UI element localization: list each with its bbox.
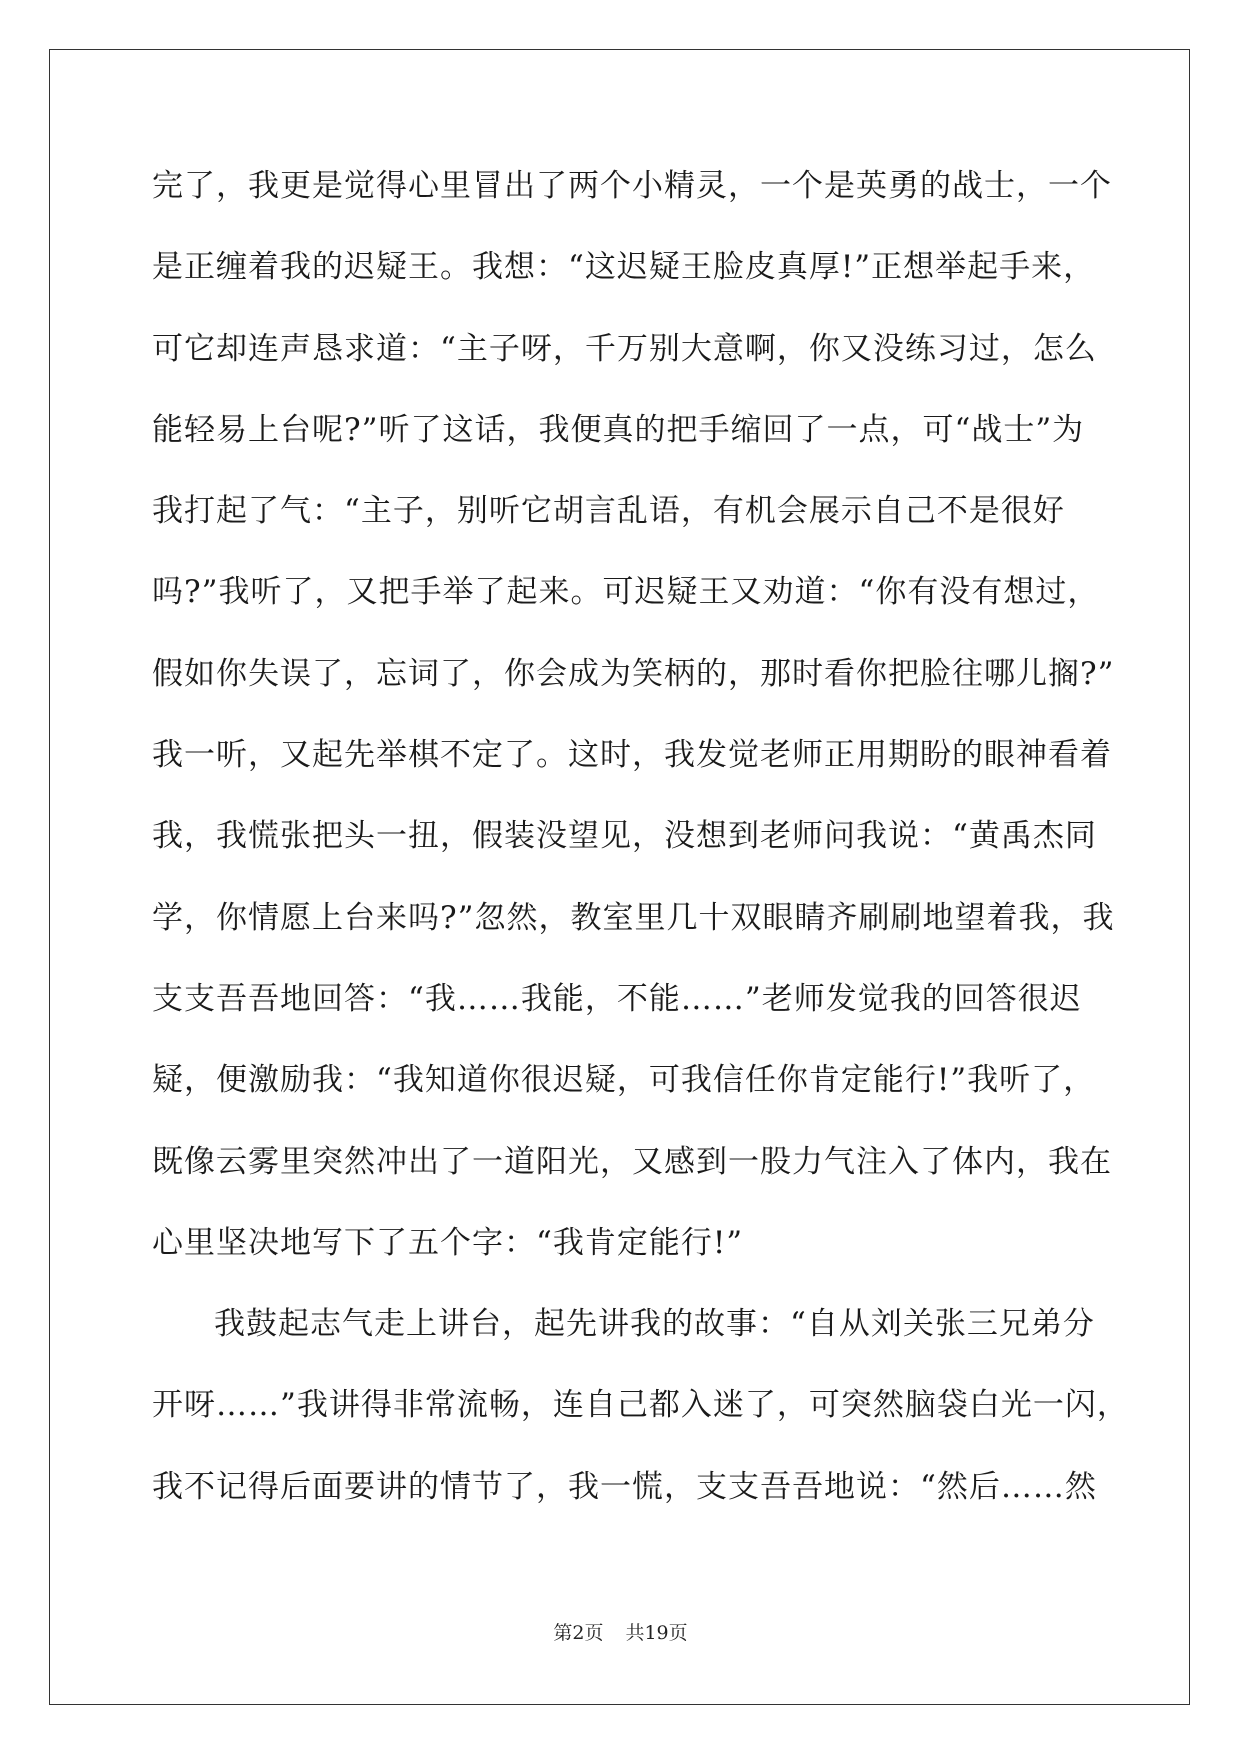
text-line: 我不记得后面要讲的情节了，我一慌，支支吾吾地说：“然后……然 xyxy=(152,1468,1097,1505)
text-line: 我一听，又起先举棋不定了。这时，我发觉老师正用期盼的眼神看着 xyxy=(152,737,1112,774)
text-line: 我，我慌张把头一扭，假装没望见，没想到老师问我说：“黄禹杰同 xyxy=(152,818,1097,855)
body-text xyxy=(152,164,1129,1546)
page-number: 第2页 xyxy=(553,1622,604,1644)
text-line: 能轻易上台呢?”听了这话，我便真的把手缩回了一点，可“战士”为 xyxy=(152,411,1085,448)
text-line: 吗?”我听了，又把手举了起来。可迟疑王又劝道：“你有没有想过， xyxy=(152,574,1100,611)
paragraph-start-line: 我鼓起志气走上讲台，起先讲我的故事：“自从刘关张三兄弟分 xyxy=(214,1306,1095,1343)
text-line: 疑，便激励我：“我知道你很迟疑，可我信任你肯定能行!”我听了， xyxy=(152,1062,1096,1099)
text-line: 开呀……”我讲得非常流畅，连自己都入迷了，可突然脑袋白光一闪， xyxy=(152,1387,1129,1424)
text-line: 心里坚决地写下了五个字：“我肯定能行!” xyxy=(152,1224,744,1261)
text-line: 是正缠着我的迟疑王。我想：“这迟疑王脸皮真厚!”正想举起手来， xyxy=(152,249,1096,286)
page-footer xyxy=(0,1618,1241,1645)
text-line: 学，你情愿上台来吗?”忽然，教室里几十双眼睛齐刷刷地望着我，我 xyxy=(152,899,1115,936)
text-line: 完了，我更是觉得心里冒出了两个小精灵，一个是英勇的战士，一个 xyxy=(152,168,1112,204)
text-line: 支支吾吾地回答：“我……我能，不能……”老师发觉我的回答很迟 xyxy=(152,980,1082,1017)
page-total: 共19页 xyxy=(625,1622,688,1644)
text-line: 可它却连声恳求道：“主子呀，千万别大意啊，你又没练习过，怎么 xyxy=(152,330,1097,367)
text-line: 我打起了气：“主子，别听它胡言乱语，有机会展示自己不是很好 xyxy=(152,493,1065,530)
text-line: 既像云雾里突然冲出了一道阳光，又感到一股力气注入了体内，我在 xyxy=(152,1143,1112,1180)
text-line: 假如你失误了，忘词了，你会成为笑柄的，那时看你把脸往哪儿搁?” xyxy=(152,655,1115,692)
